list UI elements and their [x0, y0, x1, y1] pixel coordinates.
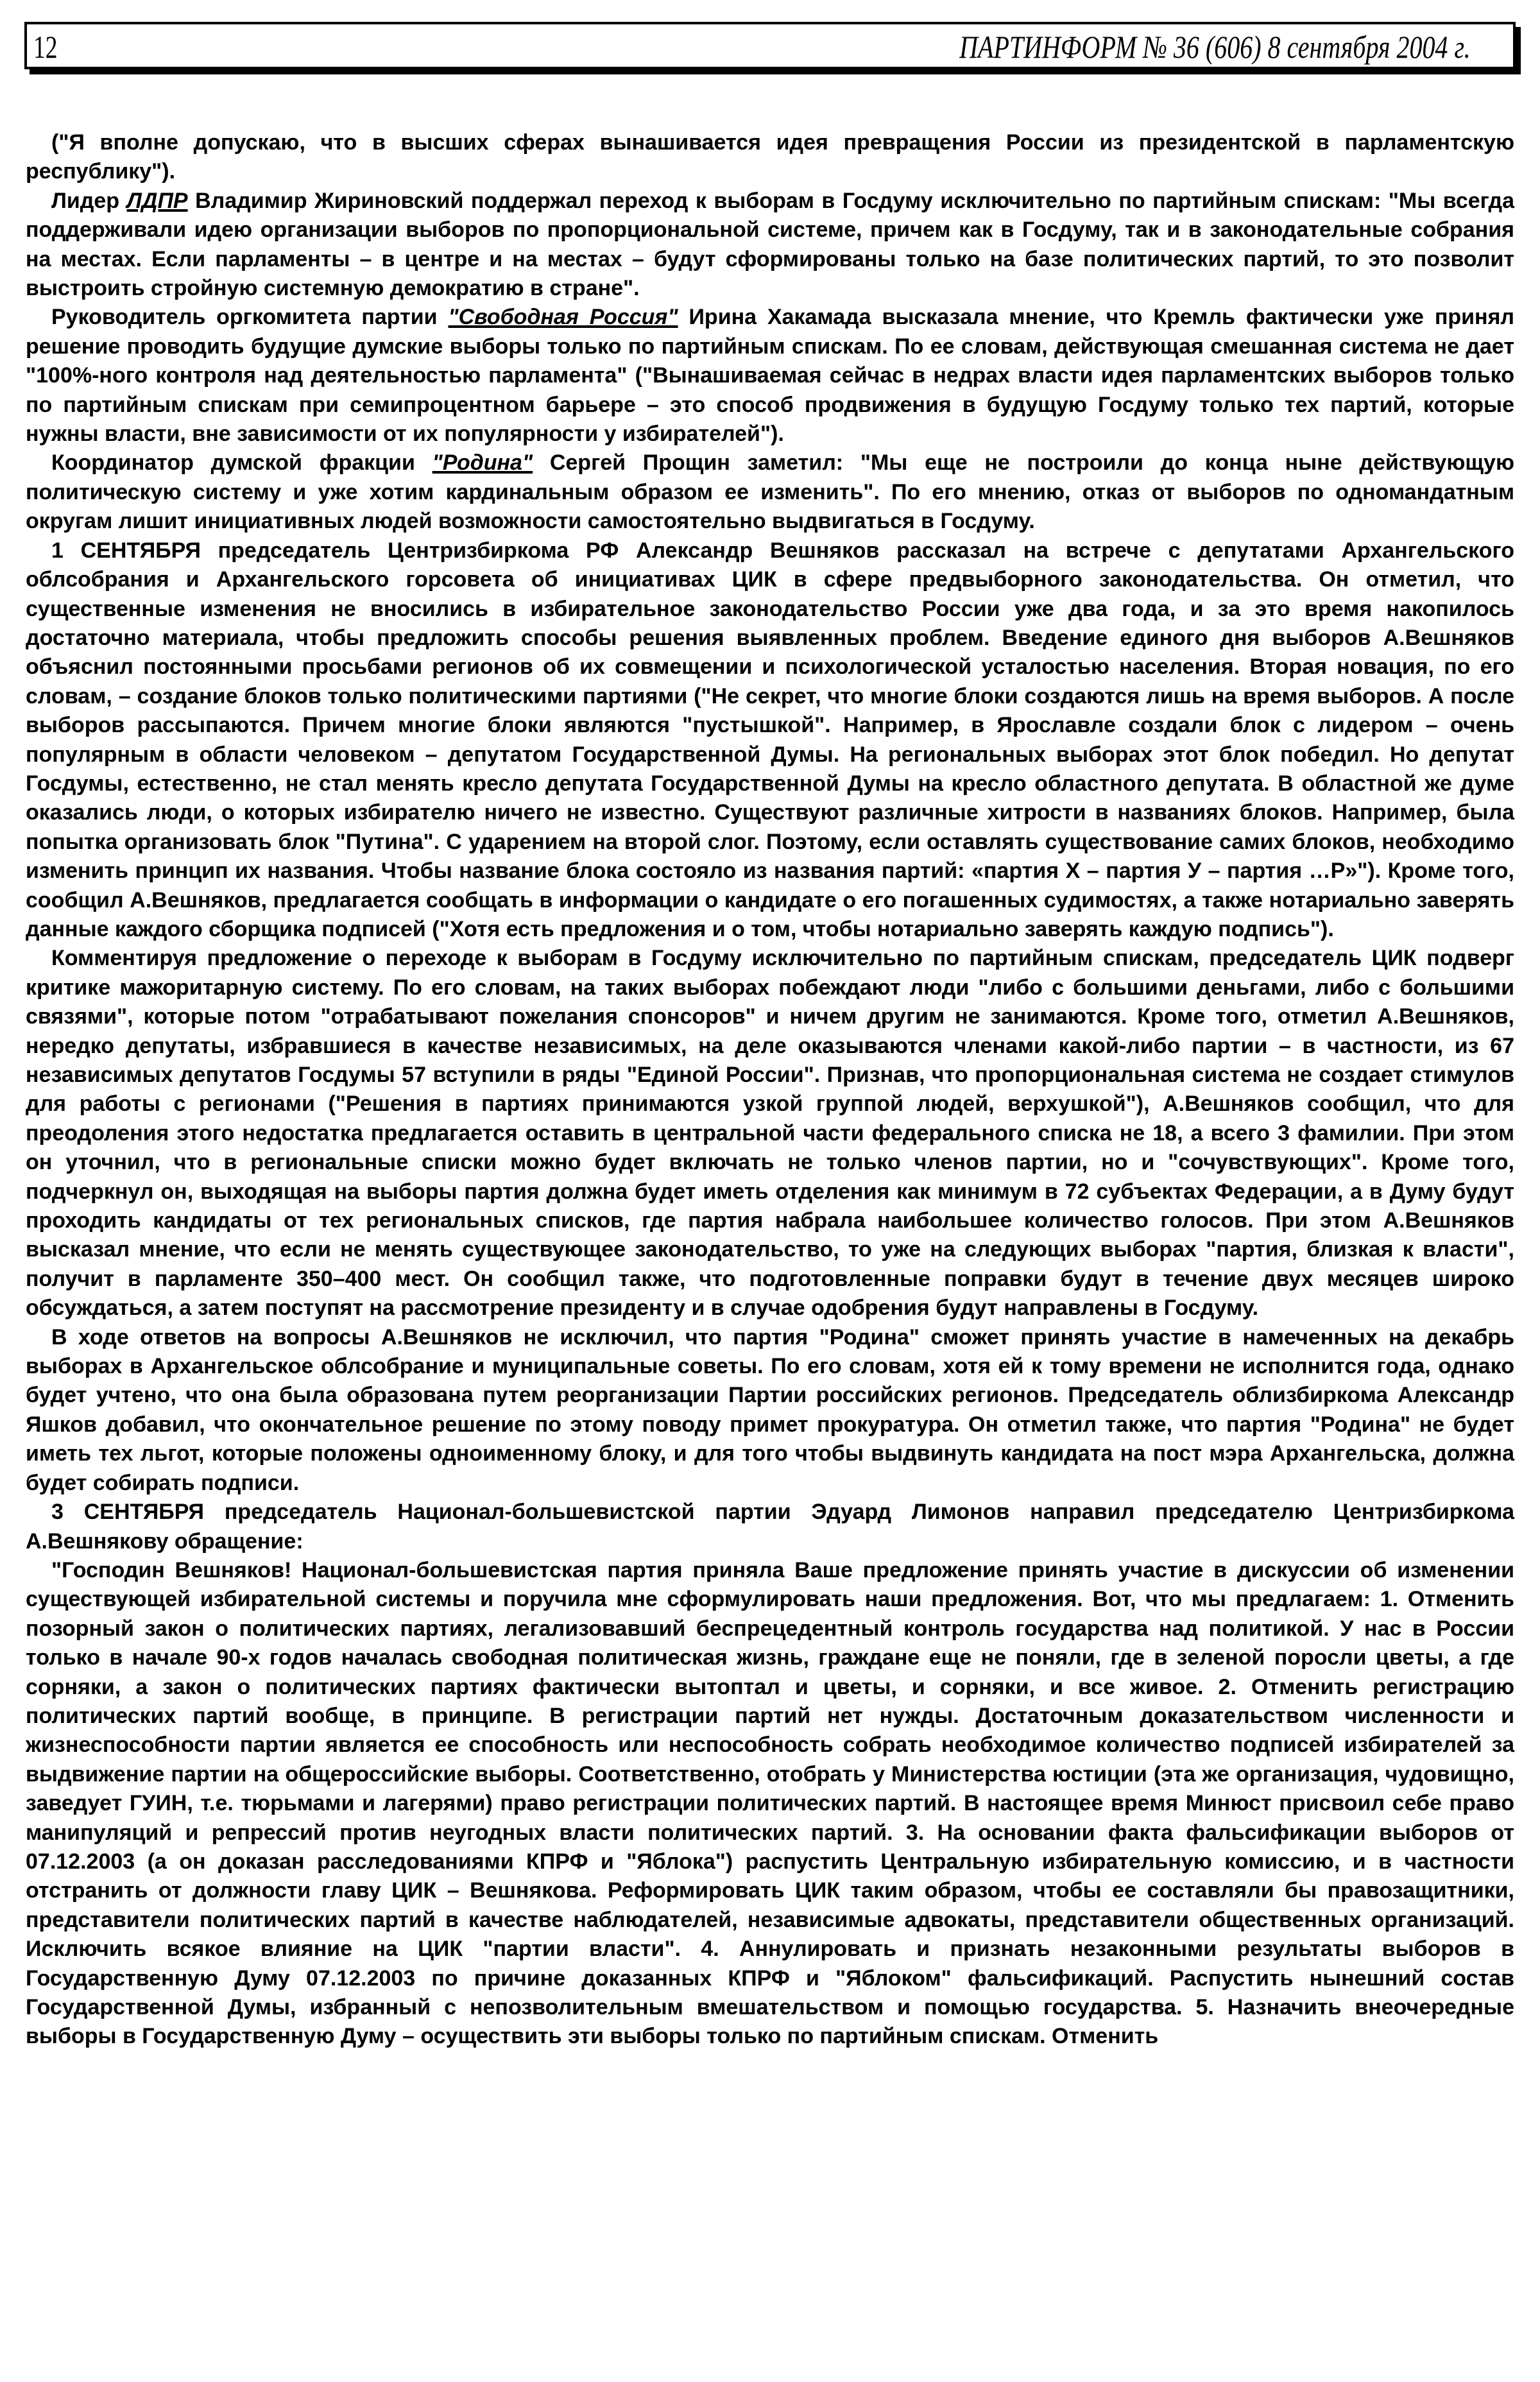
paragraph-text: 3 СЕНТЯБРЯ председатель Национал-большевистской партии Эдуард Лимонов направил председателю Центризбиркома А.Вешнякову обращение:: [26, 1500, 1514, 1554]
paragraph-text: Владимир Жириновский поддержал переход к выборам в Госдуму исключительно по партийным спискам: "Мы всегда поддерживали идею организации выборов по пропорциональной системе, причем как в Госдуму, так и в законодательные собрания на местах. Если парламенты – в центре и на местах – будут сформированы только на базе политических партий, то это позволит выстроить стройную системную демократию в стране".: [26, 188, 1514, 301]
paragraph-text: Руководитель оргкомитета партии: [51, 305, 449, 330]
page-header: [24, 22, 1516, 69]
paragraph-text: В ходе ответов на вопросы А.Вешняков не исключил, что партия "Родина" сможет принять участие в намеченных на декабрь выборах в Архангельское облсобрание и муниципальные советы. По его словам, хотя ей к тому времени не исполнится года, однако будет учтено, что она была образована путем реорганизации Партии российских регионов. Председатель облизбиркома Александр Яшков добавил, что окончательное решение по этому поводу примет прокуратура. Он отметил также, что партия "Родина" не будет иметь тех льгот, которые положены одноименному блоку, и для того чтобы выдвинуть кандидата на пост мэра Архангельска, должна будет собирать подписи.: [26, 1324, 1514, 1495]
paragraph-text: Сергей Прощин заметил: "Мы еще не построили до конца ныне действующую политическую систему и уже хотим кардинальным образом ее изменить". По его мнению, отказ от выборов по одномандатным округам лишит инициативных людей возможности самостоятельно выдвигаться в Госдуму.: [26, 450, 1514, 534]
paragraph-text: Ирина Хакамада высказала мнение, что Кремль фактически уже принял решение проводить будущие думские выборы только по партийным спискам. По ее словам, действующая смешанная система не дает "100%-ного контроля над деятельностью парламента" ("Вынашиваемая сейчас в недрах власти идея парламентских выборов только по партийным спискам при семипроцентном барьере – это способ продвижения в будущую Госдуму только тех партий, которые нужны власти, вне зависимости от их популярности у избирателей").: [26, 305, 1515, 447]
party-link-svobodnaya-rossiya[interactable]: "Свободная Россия": [448, 305, 678, 330]
party-link-rodina[interactable]: "Родина": [432, 450, 533, 476]
paragraph-text: Координатор думской фракции: [51, 450, 432, 476]
paragraph: [26, 536, 1514, 945]
paragraph: [26, 944, 1514, 1323]
paragraph: [26, 128, 1514, 187]
paragraph: [26, 303, 1514, 449]
paragraph-text: ("Я вполне допускаю, что в высших сферах вынашивается идея превращения России из президентской в парламентскую республику").: [26, 130, 1514, 184]
paragraph: [26, 1556, 1514, 2052]
paragraph: [26, 1323, 1514, 1498]
paragraph-text: 1 СЕНТЯБРЯ председатель Центризбиркома РФ Александр Вешняков рассказал на встрече с депутатами Архангельского облсобрания и Архангельского горсовета об инициативах ЦИК в сфере предвыборного законодательства. Он отметил, что существенные изменения не вносились в избирательное законодательство России уже два года, и за это время накопилось достаточно материала, чтобы предложить способы решения выявленных проблем. Введение единого дня выборов А.Вешняков объяснил постоянными просьбами регионов об их совмещении и психологической усталостью населения. Вторая новация, по его словам, – создание блоков только политическими партиями ("Не секрет, что многие блоки создаются лишь на время выборов. А после выборов рассыпаются. Причем многие блоки являются "пустышкой". Например, в Ярославле создали блок с лидером – очень популярным в области человеком – депутатом Государственной Думы. На региональных выборах этот блок победил. Но депутат Госдумы, естественно, не стал менять кресло депутата Государственной Думы на кресло областного депутата. В областной же думе оказались люди, о которых избирателю ничего не известно. Существуют различные хитрости в названиях блоков. Например, была попытка организовать блок "Путина". С ударением на второй слог. Поэтому, если оставлять существование самих блоков, необходимо изменить принцип их названия. Чтобы название блока состояло из названия партий: «партия Х – партия У – партия …Р»"). Кроме того, сообщил А.Вешняков, предлагается сообщать в информации о кандидате о его погашенных судимостях, а также нотариально заверять данные каждого сборщика подписей ("Хотя есть предложения и о том, чтобы нотариально заверять каждую подпись").: [26, 538, 1514, 941]
party-link-ldpr[interactable]: ЛДПР: [126, 188, 188, 213]
paragraph-text: "Господин Вешняков! Национал-большевистская партия приняла Ваше предложение принять участие в дискуссии об изменении существующей избирательной системы и поручила мне сформулировать наши предложения. Вот, что мы предлагаем: 1. Отменить позорный закон о политических партиях, легализовавший беспрецедентный контроль государства над политикой. У нас в России только в начале 90-х годов началась свободная политическая жизнь, граждане еще не поняли, где в зеленой поросли цветы, а где сорняки, а закон о политических партиях фактически вытоптал и цветы, и сорняки, и все живое. 2. Отменить регистрацию политических партий вообще, в принципе. В регистрации партий нет нужды. Достаточным доказательством численности и жизнеспособности партии является ее способность или неспособность собрать необходимое количество подписей избирателей за выдвижение партии на общероссийские выборы. Соответственно, отобрать у Министерства юстиции (эта же организация, чудовищно, заведует ГУИН, т.е. тюрьмами и лагерями) право регистрации политических партий. В настоящее время Минюст присвоил себе право манипуляций и репрессий против неугодных власти политических партий. 3. На основании факта фальсификации выборов от 07.12.2003 (а он доказан расследованиями КПРФ и "Яблока") распустить Центральную избирательную комиссию, и в частности отстранить от должности главу ЦИК – Вешнякова. Реформировать ЦИК таким образом, чтобы ее составляли бы правозащитники, представители политических партий в качестве наблюдателей, независимые адвокаты, представители общественных организаций. Исключить всякое влияние на ЦИК "партии власти". 4. Аннулировать и признать незаконными результаты выборов в Государственную Думу 07.12.2003 по причине доказанных КПРФ и "Яблоком" фальсификаций. Распустить нынешний состав Государственной Думы, избранный с непозволительным вмешательством и помощью государства. 5. Назначить внеочередные выборы в Государственную Думу – осуществить эти выборы только по партийным спискам. Отменить: [26, 1557, 1514, 2049]
article-body: [26, 128, 1514, 2052]
publication-title: ПАРТИНФОРМ № 36 (606) 8 сентября 2004 г.: [959, 29, 1471, 65]
paragraph-text: Лидер: [51, 188, 127, 213]
paragraph: [26, 449, 1514, 536]
paragraph: [26, 1498, 1514, 1556]
page-number: 12: [33, 29, 58, 65]
paragraph-text: Комментируя предложение о переходе к выборам в Госдуму исключительно по партийным спискам, председатель ЦИК подверг критике мажоритарную систему. По его словам, на таких выборах побеждают люди "либо с большими деньгами, либо с большими связями", которые потом "отрабатывают пожелания спонсоров" и ничем другим не занимаются. Кроме того, отметил А.Вешняков, нередко депутаты, избравшиеся в качестве независимых, на деле оказываются членами какой-либо партии – в частности, из 67 независимых депутатов Госдумы 57 вступили в ряды "Единой России". Признав, что пропорциональная система не создает стимулов для работы с регионами ("Решения в партиях принимаются узкой группой людей, верхушкой"), А.Вешняков сообщил, что для преодоления этого недостатка предлагается оставить в центральной части федерального списка не 18, а всего 3 фамилии. При этом он уточнил, что в региональные списки можно будет включать не только членов партии, но и "сочувствующих". Кроме того, подчеркнул он, выходящая на выборы партия должна будет иметь отделения как минимум в 72 субъектах Федерации, а в Думу будут проходить кандидаты от тех региональных списков, где партия набрала наибольшее количество голосов. При этом А.Вешняков высказал мнение, что если не менять существующее законодательство, то уже на следующих выборах "партия, близкая к власти", получит в парламенте 350–400 мест. Он сообщил также, что подготовленные поправки будут в течение двух месяцев широко обсуждаться, а затем поступят на рассмотрение президенту и в случае одобрения будут направлены в Госдуму.: [26, 946, 1514, 1321]
paragraph: [26, 187, 1514, 304]
